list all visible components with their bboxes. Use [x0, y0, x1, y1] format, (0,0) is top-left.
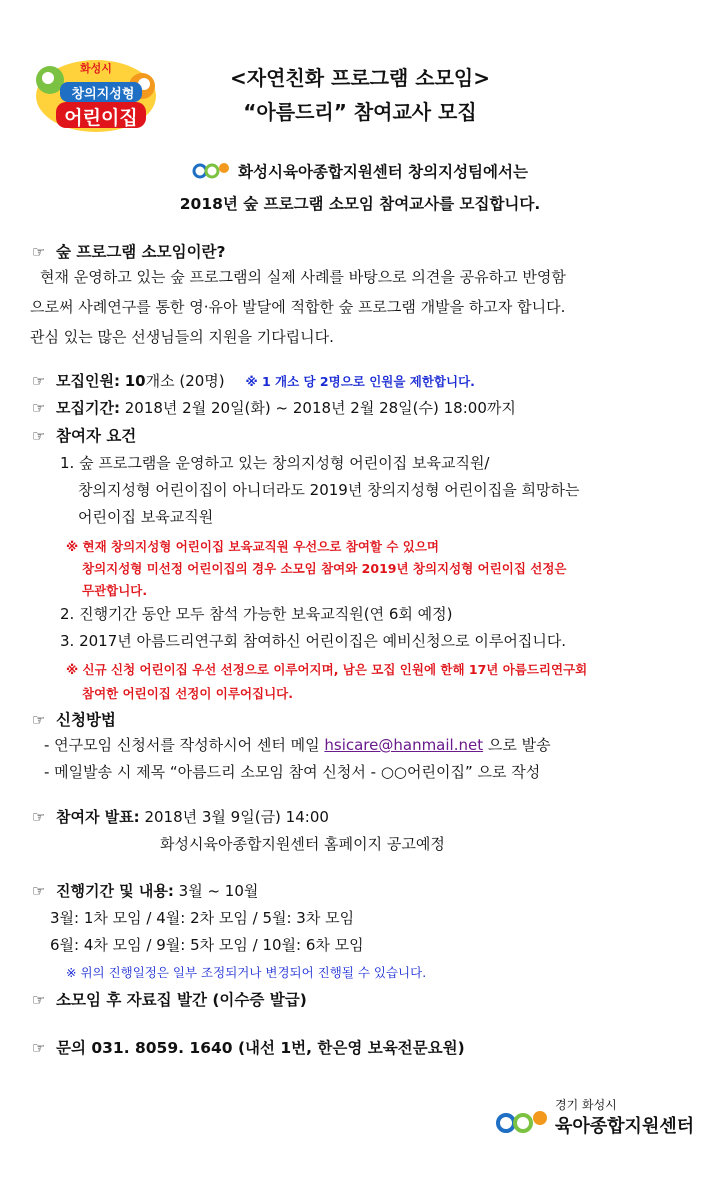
recruit-value: 개소 (20명) [145, 372, 225, 390]
logo-small-text: 화성시 [80, 62, 112, 75]
pointer-icon: ☞ [32, 399, 46, 417]
recruit-row [32, 370, 475, 391]
description-line2: 으로써 사례연구를 통한 영·유아 발달에 적합한 숲 프로그램 개발을 하고자 합니다. [30, 298, 566, 316]
pointer-icon: ☞ [32, 427, 46, 445]
footer-name: 육아종합지원센터 [555, 1116, 695, 1137]
period-row [32, 397, 516, 418]
intro-line2: 2018년 숲 프로그램 소모임 참여교사를 모집합니다. [179, 195, 541, 213]
center-logo-icon [495, 1106, 551, 1136]
logo-line1: 창의지성형 [71, 87, 135, 102]
requirement-item1-line3: 어린이집 보육교직원 [78, 508, 214, 526]
email-link[interactable]: hsicare@hanmail.net [324, 736, 484, 754]
publish-heading: 소모임 후 자료집 발간 (이수증 발급) [56, 991, 307, 1009]
contact-row [32, 1036, 465, 1058]
section-heading: 숲 프로그램 소모임이란? [56, 243, 226, 261]
section-forest-program [32, 240, 226, 262]
recruit-count: 10 [124, 372, 146, 390]
announce-line2: 화성시육아종합지원센터 홈페이지 공고예정 [160, 835, 445, 853]
description-line3: 관심 있는 많은 선생님들의 지원을 기다립니다. [30, 328, 334, 346]
center-logo-icon [192, 160, 232, 180]
pointer-icon: ☞ [32, 991, 46, 1009]
pointer-icon: ☞ [32, 372, 46, 390]
footer-logo [495, 1096, 695, 1140]
pointer-icon: ☞ [32, 243, 46, 261]
requirement-item2: 2. 진행기간 동안 모두 참석 가능한 보육교직원(연 6회 예정) [60, 605, 453, 623]
footer-small-text: 경기 화성시 [555, 1098, 617, 1112]
announce-label: 참여자 발표: [56, 808, 140, 826]
requirement-item1-line1: 1. 숲 프로그램을 운영하고 있는 창의지성형 어린이집 보육교직원/ [60, 454, 490, 472]
apply-line1-post: 으로 발송 [487, 736, 551, 754]
schedule-value: 3월 ~ 10월 [178, 882, 259, 900]
section-description [30, 262, 690, 352]
requirement-note3-line1: ※ 신규 신청 어린이집 우선 선정으로 이루어지며, 남은 모집 인원에 한해 17년 아름드리연구회 [66, 662, 588, 677]
requirement-note3-line2: 참여한 어린이집 선정이 이루어집니다. [82, 686, 294, 701]
intro-line1 [0, 160, 720, 182]
requirements-heading: 참여자 요건 [56, 427, 137, 445]
pointer-icon: ☞ [32, 711, 46, 729]
schedule-row1: 3월: 1차 모임 / 4월: 2차 모임 / 5월: 3차 모임 [50, 909, 355, 927]
requirements-heading-row [32, 424, 136, 446]
publish-row [32, 988, 307, 1010]
period-value: 2018년 2월 20일(화) ~ 2018년 2월 28일(수) 18:00까지 [124, 399, 516, 417]
apply-line1 [44, 734, 551, 755]
page-title: <자연친화 프로그램 소모임> [230, 66, 490, 90]
requirement-item3: 3. 2017년 아름드리연구회 참여하신 어린이집은 예비신청으로 이루어집니다. [60, 632, 567, 650]
apply-line1-pre: - 연구모임 신청서를 작성하시어 센터 메일 [44, 736, 320, 754]
pointer-icon: ☞ [32, 808, 46, 826]
pointer-icon: ☞ [32, 1039, 46, 1057]
description-line1: 현재 운영하고 있는 숲 프로그램의 실제 사례를 바탕으로 의견을 공유하고 반영함 [40, 268, 566, 286]
requirement-note1-line1: ※ 현재 창의지성형 어린이집 보육교직원 우선으로 참여할 수 있으며 [66, 539, 439, 554]
recruit-note: ※ 1 개소 당 2명으로 인원을 제한합니다. [245, 374, 475, 389]
schedule-label: 진행기간 및 내용: [56, 882, 174, 900]
schedule-row2: 6월: 4차 모임 / 9월: 5차 모임 / 10월: 6차 모임 [50, 936, 364, 954]
apply-heading-row [32, 708, 116, 730]
period-label: 모집기간: [56, 399, 120, 417]
page-subtitle: “아름드리” 참여교사 모집 [243, 100, 477, 124]
requirement-note1-line2: 창의지성형 미선정 어린이집의 경우 소모임 참여와 2019년 창의지성형 어린이집 선정은 [82, 561, 567, 576]
intro-org: 화성시육아종합지원센터 창의지성팀에서는 [238, 163, 528, 181]
requirement-note1-line3: 무관합니다. [82, 583, 148, 598]
announce-value: 2018년 3월 9일(금) 14:00 [144, 808, 329, 826]
apply-heading: 신청방법 [56, 711, 116, 729]
logo-line2: 어린이집 [64, 107, 138, 129]
pointer-icon: ☞ [32, 882, 46, 900]
announce-row [32, 806, 329, 827]
schedule-row [32, 880, 258, 901]
apply-line2: - 메일발송 시 제목 “아름드리 소모임 참여 신청서 - ○○어린이집” 으로 작성 [44, 763, 541, 781]
recruit-label: 모집인원: [56, 372, 120, 390]
requirement-item1-line2: 창의지성형 어린이집이 아니더라도 2019년 창의지성형 어린이집을 희망하는 [78, 481, 580, 499]
contact-text: 문의 031. 8059. 1640 (내선 1번, 한은영 보육전문요원) [56, 1039, 465, 1057]
schedule-note: ※ 위의 진행일정은 일부 조정되거나 변경되어 진행될 수 있습니다. [66, 965, 427, 980]
